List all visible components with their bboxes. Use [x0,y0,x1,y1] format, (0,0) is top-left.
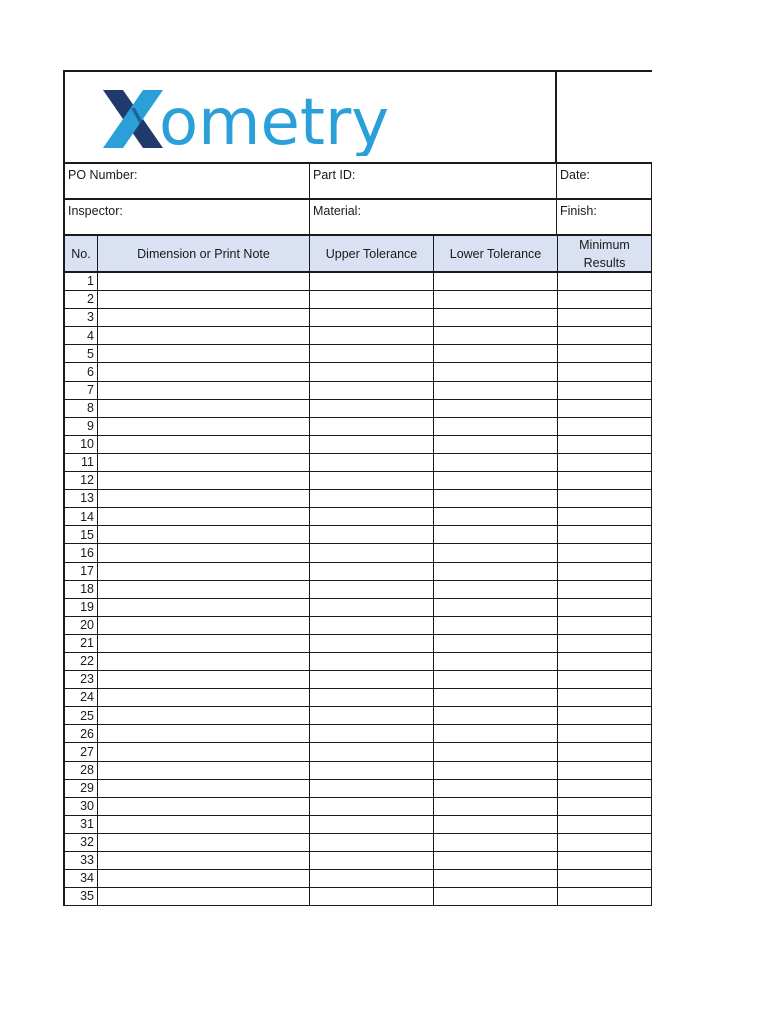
upper-tolerance-cell[interactable] [310,888,434,905]
minimum-results-cell[interactable] [558,653,652,670]
table-row [65,363,652,381]
inspection-sheet [63,70,652,906]
minimum-results-cell[interactable] [558,418,652,435]
row-number: 13 [65,490,98,507]
lower-tolerance-cell[interactable] [434,436,558,453]
row-number: 10 [65,436,98,453]
row-number: 5 [65,345,98,362]
table-row [65,273,652,291]
table-row [65,400,652,418]
dimension-cell[interactable] [98,490,310,507]
upper-tolerance-cell[interactable] [310,563,434,580]
minimum-results-cell[interactable] [558,563,652,580]
header-minimum-results [558,236,652,271]
minimum-results-cell[interactable] [558,490,652,507]
lower-tolerance-cell[interactable] [434,454,558,471]
row-number: 24 [65,689,98,706]
lower-tolerance-cell[interactable] [434,309,558,326]
upper-tolerance-cell[interactable] [310,816,434,833]
lower-tolerance-cell[interactable] [434,400,558,417]
upper-tolerance-cell[interactable] [310,762,434,779]
dimension-cell[interactable] [98,852,310,869]
row-number: 30 [65,798,98,815]
logo-band [65,72,652,164]
minimum-results-cell[interactable] [558,725,652,742]
lower-tolerance-cell[interactable] [434,798,558,815]
lower-tolerance-cell[interactable] [434,725,558,742]
lower-tolerance-cell[interactable] [434,653,558,670]
table-row [65,671,652,689]
minimum-results-cell[interactable] [558,798,652,815]
row-number: 17 [65,563,98,580]
dimension-cell[interactable] [98,816,310,833]
part-id-field[interactable] [310,164,557,198]
dimension-cell[interactable] [98,707,310,724]
table-row [65,852,652,870]
upper-tolerance-cell[interactable] [310,400,434,417]
row-number: 21 [65,635,98,652]
upper-tolerance-cell[interactable] [310,707,434,724]
lower-tolerance-cell[interactable] [434,472,558,489]
minimum-results-cell[interactable] [558,834,652,851]
upper-tolerance-cell[interactable] [310,689,434,706]
lower-tolerance-cell[interactable] [434,291,558,308]
row-number: 19 [65,599,98,616]
table-row [65,563,652,581]
table-row [65,834,652,852]
table-row [65,581,652,599]
lower-tolerance-cell[interactable] [434,888,558,905]
minimum-results-cell[interactable] [558,599,652,616]
minimum-results-cell[interactable] [558,508,652,525]
part-id-label: Part ID: [313,168,356,182]
dimension-cell[interactable] [98,291,310,308]
table-row [65,888,652,906]
dimension-cell[interactable] [98,418,310,435]
minimum-results-cell[interactable] [558,635,652,652]
header-minimum-line1: Minimum [579,237,630,252]
minimum-results-cell[interactable] [558,617,652,634]
row-number: 11 [65,454,98,471]
row-number: 27 [65,743,98,760]
row-number: 23 [65,671,98,688]
header-no: No. [65,236,98,271]
upper-tolerance-cell[interactable] [310,273,434,290]
upper-tolerance-cell[interactable] [310,743,434,760]
minimum-results-cell[interactable] [558,309,652,326]
dimension-cell[interactable] [98,599,310,616]
dimension-cell[interactable] [98,834,310,851]
xometry-wordmark: ometry [159,86,390,156]
lower-tolerance-cell[interactable] [434,345,558,362]
lower-tolerance-cell[interactable] [434,490,558,507]
dimension-cell[interactable] [98,273,310,290]
minimum-results-cell[interactable] [558,363,652,380]
dimension-cell[interactable] [98,671,310,688]
upper-tolerance-cell[interactable] [310,418,434,435]
table-row [65,345,652,363]
logo-right-cell [557,72,652,162]
row-number: 7 [65,382,98,399]
row-number: 25 [65,707,98,724]
row-number: 15 [65,526,98,543]
upper-tolerance-cell[interactable] [310,291,434,308]
lower-tolerance-cell[interactable] [434,762,558,779]
row-number: 32 [65,834,98,851]
upper-tolerance-cell[interactable] [310,725,434,742]
minimum-results-cell[interactable] [558,870,652,887]
row-number: 18 [65,581,98,598]
lower-tolerance-cell[interactable] [434,563,558,580]
table-row [65,291,652,309]
table-row [65,725,652,743]
lower-tolerance-cell[interactable] [434,743,558,760]
row-number: 6 [65,363,98,380]
table-row [65,544,652,562]
table-row [65,327,652,345]
logo-cell [65,72,557,162]
dimension-cell[interactable] [98,382,310,399]
dimension-cell[interactable] [98,327,310,344]
upper-tolerance-cell[interactable] [310,544,434,561]
minimum-results-cell[interactable] [558,327,652,344]
finish-label: Finish: [560,204,597,218]
upper-tolerance-cell[interactable] [310,508,434,525]
table-row [65,436,652,454]
table-row [65,472,652,490]
table-row [65,870,652,888]
dimension-cell[interactable] [98,563,310,580]
row-number: 3 [65,309,98,326]
dimension-cell[interactable] [98,526,310,543]
upper-tolerance-cell[interactable] [310,309,434,326]
dimension-cell[interactable] [98,436,310,453]
row-number: 34 [65,870,98,887]
row-number: 33 [65,852,98,869]
dimension-cell[interactable] [98,888,310,905]
minimum-results-cell[interactable] [558,743,652,760]
lower-tolerance-cell[interactable] [434,689,558,706]
table-row [65,707,652,725]
row-number: 8 [65,400,98,417]
upper-tolerance-cell[interactable] [310,798,434,815]
field-row-2 [65,200,652,236]
upper-tolerance-cell[interactable] [310,526,434,543]
minimum-results-cell[interactable] [558,544,652,561]
upper-tolerance-cell[interactable] [310,327,434,344]
lower-tolerance-cell[interactable] [434,870,558,887]
lower-tolerance-cell[interactable] [434,599,558,616]
dimension-cell[interactable] [98,743,310,760]
date-field[interactable] [557,164,652,198]
upper-tolerance-cell[interactable] [310,617,434,634]
lower-tolerance-cell[interactable] [434,780,558,797]
upper-tolerance-cell[interactable] [310,363,434,380]
table-row [65,526,652,544]
lower-tolerance-cell[interactable] [434,363,558,380]
xometry-logo [101,86,391,156]
lower-tolerance-cell[interactable] [434,327,558,344]
lower-tolerance-cell[interactable] [434,581,558,598]
table-row [65,798,652,816]
minimum-results-cell[interactable] [558,852,652,869]
upper-tolerance-cell[interactable] [310,581,434,598]
lower-tolerance-cell[interactable] [434,834,558,851]
dimension-cell[interactable] [98,581,310,598]
dimension-cell[interactable] [98,798,310,815]
dimension-cell[interactable] [98,635,310,652]
minimum-results-cell[interactable] [558,526,652,543]
table-row [65,689,652,707]
minimum-results-cell[interactable] [558,762,652,779]
upper-tolerance-cell[interactable] [310,454,434,471]
header-upper-tolerance: Upper Tolerance [310,236,434,271]
table-row [65,454,652,472]
dimension-cell[interactable] [98,363,310,380]
table-row [65,762,652,780]
row-number: 4 [65,327,98,344]
table-row [65,599,652,617]
table-row [65,816,652,834]
inspector-field[interactable] [65,200,310,234]
minimum-results-cell[interactable] [558,707,652,724]
dimension-cell[interactable] [98,762,310,779]
table-row [65,617,652,635]
row-number: 14 [65,508,98,525]
dimension-cell[interactable] [98,345,310,362]
minimum-results-cell[interactable] [558,400,652,417]
row-number: 26 [65,725,98,742]
dimension-cell[interactable] [98,653,310,670]
row-number: 12 [65,472,98,489]
finish-field[interactable] [557,200,652,234]
table-row [65,653,652,671]
row-number: 28 [65,762,98,779]
minimum-results-cell[interactable] [558,780,652,797]
minimum-results-cell[interactable] [558,454,652,471]
lower-tolerance-cell[interactable] [434,707,558,724]
lower-tolerance-cell[interactable] [434,382,558,399]
minimum-results-cell[interactable] [558,345,652,362]
minimum-results-cell[interactable] [558,436,652,453]
lower-tolerance-cell[interactable] [434,273,558,290]
row-number: 9 [65,418,98,435]
field-row-1 [65,164,652,200]
row-number: 2 [65,291,98,308]
material-field[interactable] [310,200,557,234]
dimension-cell[interactable] [98,725,310,742]
upper-tolerance-cell[interactable] [310,345,434,362]
lower-tolerance-cell[interactable] [434,617,558,634]
row-number: 29 [65,780,98,797]
upper-tolerance-cell[interactable] [310,653,434,670]
row-number: 1 [65,273,98,290]
row-number: 16 [65,544,98,561]
lower-tolerance-cell[interactable] [434,852,558,869]
lower-tolerance-cell[interactable] [434,508,558,525]
lower-tolerance-cell[interactable] [434,671,558,688]
lower-tolerance-cell[interactable] [434,526,558,543]
table-row [65,382,652,400]
table-row [65,780,652,798]
minimum-results-cell[interactable] [558,472,652,489]
upper-tolerance-cell[interactable] [310,780,434,797]
minimum-results-cell[interactable] [558,816,652,833]
table-row [65,418,652,436]
upper-tolerance-cell[interactable] [310,834,434,851]
upper-tolerance-cell[interactable] [310,635,434,652]
dimension-cell[interactable] [98,689,310,706]
inspector-label: Inspector: [68,204,123,218]
table-row [65,309,652,327]
upper-tolerance-cell[interactable] [310,671,434,688]
minimum-results-cell[interactable] [558,581,652,598]
dimension-cell[interactable] [98,780,310,797]
upper-tolerance-cell[interactable] [310,382,434,399]
minimum-results-cell[interactable] [558,273,652,290]
header-lower-tolerance: Lower Tolerance [434,236,558,271]
table-body [65,273,652,906]
header-dimension: Dimension or Print Note [98,236,310,271]
upper-tolerance-cell[interactable] [310,490,434,507]
table-header [65,236,652,273]
dimension-cell[interactable] [98,400,310,417]
dimension-cell[interactable] [98,617,310,634]
minimum-results-cell[interactable] [558,382,652,399]
upper-tolerance-cell[interactable] [310,472,434,489]
lower-tolerance-cell[interactable] [434,544,558,561]
date-label: Date: [560,168,590,182]
lower-tolerance-cell[interactable] [434,418,558,435]
po-number-field[interactable] [65,164,310,198]
dimension-cell[interactable] [98,454,310,471]
lower-tolerance-cell[interactable] [434,635,558,652]
table-row [65,490,652,508]
minimum-results-cell[interactable] [558,291,652,308]
table-row [65,743,652,761]
minimum-results-cell[interactable] [558,888,652,905]
material-label: Material: [313,204,361,218]
dimension-cell[interactable] [98,508,310,525]
row-number: 22 [65,653,98,670]
row-number: 35 [65,888,98,905]
table-row [65,635,652,653]
po-number-label: PO Number: [68,168,138,182]
header-minimum-results-text [579,236,630,272]
minimum-results-cell[interactable] [558,671,652,688]
header-minimum-line2: Results [583,255,626,270]
xometry-x-mark-icon [103,90,163,148]
dimension-cell[interactable] [98,472,310,489]
upper-tolerance-cell[interactable] [310,870,434,887]
upper-tolerance-cell[interactable] [310,436,434,453]
upper-tolerance-cell[interactable] [310,852,434,869]
row-number: 20 [65,617,98,634]
lower-tolerance-cell[interactable] [434,816,558,833]
upper-tolerance-cell[interactable] [310,599,434,616]
row-number: 31 [65,816,98,833]
table-row [65,508,652,526]
minimum-results-cell[interactable] [558,689,652,706]
dimension-cell[interactable] [98,309,310,326]
dimension-cell[interactable] [98,870,310,887]
dimension-cell[interactable] [98,544,310,561]
